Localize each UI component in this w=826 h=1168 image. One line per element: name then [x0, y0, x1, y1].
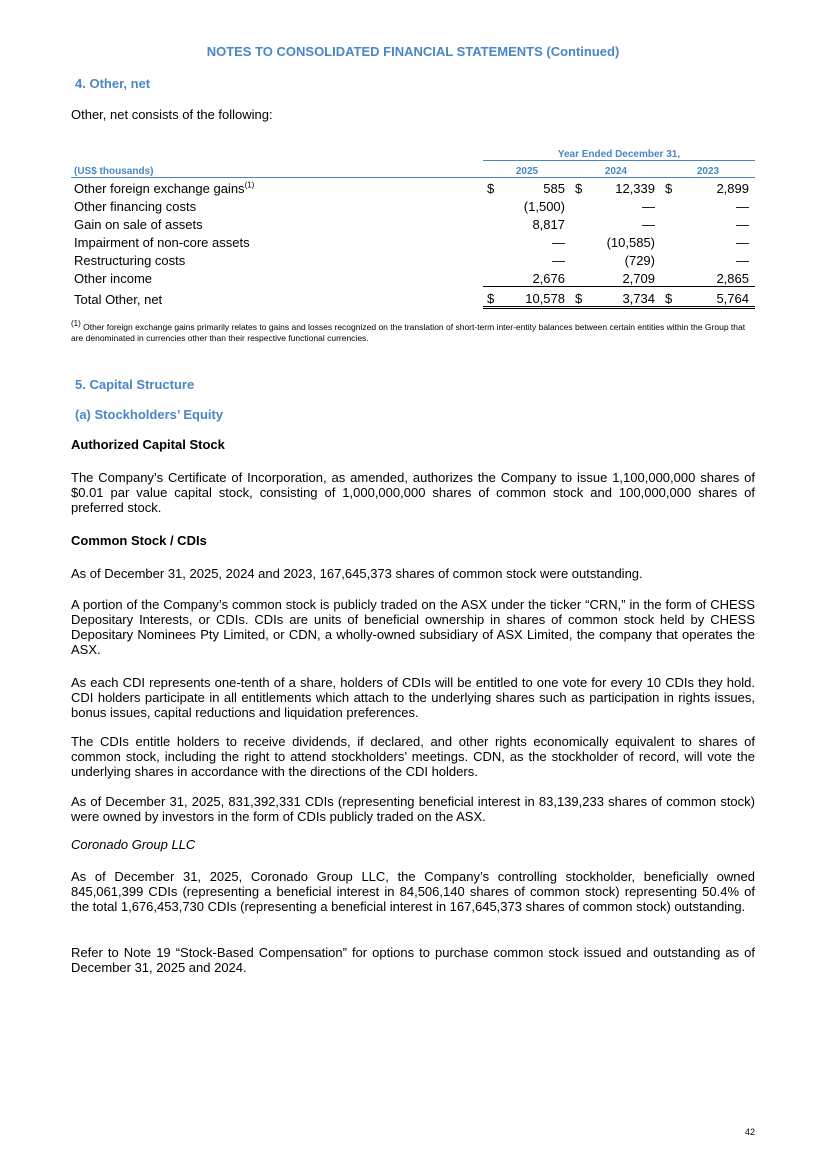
- row-label: Other income: [74, 271, 153, 286]
- common-stock-heading: Common Stock / CDIs: [71, 533, 207, 548]
- cell-value: —: [642, 216, 655, 232]
- row-label: Other foreign exchange gains: [74, 180, 245, 196]
- coronado-heading: Coronado Group LLC: [71, 837, 196, 852]
- cell-value: (729): [624, 252, 655, 268]
- page-number: 42: [744, 1127, 755, 1137]
- table-row: [71, 214, 755, 232]
- table-row: [71, 268, 755, 287]
- table-row: [71, 177, 755, 196]
- currency-symbol: $: [575, 180, 583, 196]
- cell-value: —: [736, 234, 749, 250]
- cell-value: (1,500): [523, 198, 565, 214]
- cell-value: 12,339: [615, 180, 655, 196]
- cell-value: 8,817: [532, 216, 565, 232]
- cell-value: 10,578: [501, 286, 571, 307]
- cell-value: 2,865: [679, 268, 755, 287]
- page-header: NOTES TO CONSOLIDATED FINANCIAL STATEMENTS (Continued): [206, 44, 620, 59]
- paragraph: As of December 31, 2025, 831,392,331 CDIs (representing beneficial interest in 83,139,233 shares of common stock) were owned by investors in the form of CDIs publicly traded on the ASX.: [71, 794, 755, 824]
- table-row: [71, 232, 755, 250]
- paragraph: As of December 31, 2025, 2024 and 2023, 167,645,373 shares of common stock were outstanding.: [71, 566, 643, 581]
- cell-value: —: [552, 252, 565, 268]
- cell-value: —: [642, 198, 655, 214]
- cell-value: 5,764: [679, 286, 755, 307]
- unit-label: (US$ thousands): [71, 160, 483, 177]
- table-row-total: [71, 286, 755, 307]
- footnote-text: Other foreign exchange gains primarily relates to gains and losses recognized on the translation of short-term inter-entity balances between certain entities within the Group that are denominated in currencies other than their respective functional currencies.: [71, 322, 746, 343]
- cell-value: 2,676: [501, 268, 571, 287]
- authorized-paragraph: The Company’s Certificate of Incorporation, as amended, authorizes the Company to issue 1,100,000,000 shares of $0.01 par value capital stock, consisting of 1,000,000,000 shares of common stock and 100,000,000 shares of preferred stock.: [71, 470, 755, 515]
- currency-symbol: $: [661, 286, 679, 307]
- paragraph: The CDIs entitle holders to receive dividends, if declared, and other rights economically equivalent to shares of common stock, including the right to attend stockholders’ meetings. CDN, as the stockholder of record, will vote the underlying shares in accordance with the directions of the CDI holders.: [71, 734, 755, 779]
- currency-symbol: $: [487, 180, 495, 196]
- row-label: Total Other, net: [74, 292, 163, 307]
- paragraph: A portion of the Company’s common stock is publicly traded on the ASX under the ticker “CRN,” in the form of CHESS Depositary Interests, or CDIs. CDIs are units of beneficial ownership in shares of common stock held by CHESS Depositary Nominees Pty Limited, or CDN, a wholly-owned subsidiary of ASX Limited, the company that operates the ASX.: [71, 597, 755, 657]
- cell-value: —: [736, 252, 749, 268]
- table-row: [71, 250, 755, 268]
- row-label: Gain on sale of assets: [74, 216, 203, 232]
- year-header: 2024: [571, 160, 661, 177]
- cell-value: —: [552, 234, 565, 250]
- paragraph: As each CDI represents one-tenth of a share, holders of CDIs will be entitled to one vote for every 10 CDIs they hold. CDI holders participate in all entitlements which attach to the underlying shares such as participation in rights issues, bonus issues, capital reductions and liquidation preferences.: [71, 675, 755, 720]
- section-5a-subtitle: (a) Stockholders’ Equity: [75, 407, 224, 422]
- cell-value: —: [736, 198, 749, 214]
- cell-value: 2,709: [589, 268, 661, 287]
- table-row: [71, 196, 755, 214]
- currency-symbol: $: [665, 180, 673, 196]
- footnote-ref: (1): [244, 180, 255, 190]
- cell-value: (10,585): [606, 234, 655, 250]
- currency-symbol: $: [571, 286, 589, 307]
- section-4-intro: Other, net consists of the following:: [71, 107, 273, 122]
- cell-value: 585: [543, 180, 565, 196]
- authorized-heading: Authorized Capital Stock: [71, 437, 225, 452]
- row-label: Restructuring costs: [74, 252, 186, 268]
- section-5-title: 5. Capital Structure: [75, 377, 195, 392]
- section-4-title: 4. Other, net: [75, 76, 151, 91]
- cell-value: 2,899: [716, 180, 749, 196]
- cell-value: 3,734: [589, 286, 661, 307]
- period-header: Year Ended December 31,: [483, 142, 755, 160]
- paragraph: Refer to Note 19 “Stock-Based Compensation” for options to purchase common stock issued and outstanding as of December 31, 2025 and 2024.: [71, 945, 755, 975]
- other-net-table: [71, 142, 755, 309]
- row-label: Impairment of non-core assets: [74, 234, 250, 250]
- cell-value: —: [736, 216, 749, 232]
- table-footnote: [71, 319, 755, 344]
- row-label: Other financing costs: [74, 198, 197, 214]
- paragraph: As of December 31, 2025, Coronado Group LLC, the Company’s controlling stockholder, beneficially owned 845,061,399 CDIs (representing a beneficial interest in 84,506,140 shares of common stock) representing 50.4% of the total 1,676,453,730 CDIs (representing a beneficial interest in 167,645,373 shares of common stock) outstanding.: [71, 869, 755, 914]
- currency-symbol: $: [483, 286, 501, 307]
- footnote-mark: (1): [71, 319, 81, 329]
- year-header: 2023: [661, 160, 755, 177]
- year-header: 2025: [483, 160, 571, 177]
